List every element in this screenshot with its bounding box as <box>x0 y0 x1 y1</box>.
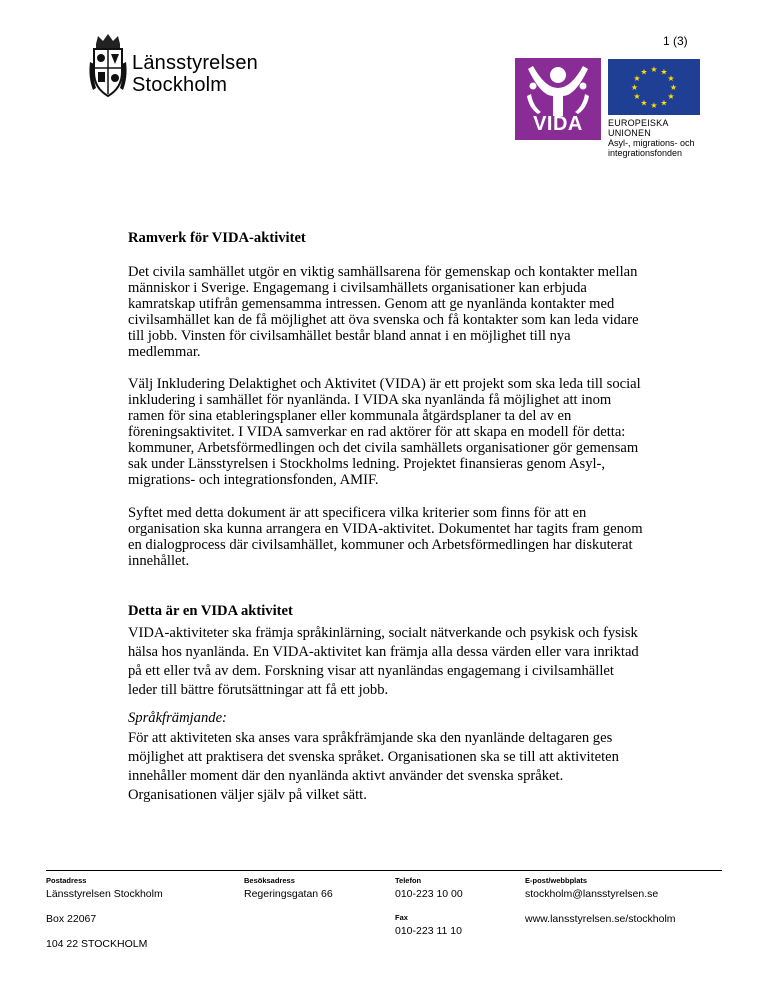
footer-fax-label: Fax <box>395 913 408 922</box>
paragraph-vida-project: Välj Inkludering Delaktighet och Aktivitet (VIDA) är ett projekt som ska leda till social inkludering i samhället för nyanlända. I VIDA ska nyanlända få möjlighet att inom ramen för sina etableringsplaner eller kommunala åtgärdsplaner ta del av en föreningsaktivitet. I VIDA samverkar en rad aktörer för att skapa en modell för detta: kommuner, Arbetsförmedlingen och det civila samhällets organisationer gör gemensam sak under Länsstyrelsen i Stockholms ledning. Projektet finansieras genom Asyl-, migrations- och integrationsfonden, AMIF. <box>128 376 641 488</box>
page-number: 1 (3) <box>663 34 688 48</box>
vida-logo <box>515 58 601 140</box>
footer-divider <box>46 870 722 871</box>
document-title: Ramverk för VIDA-aktivitet <box>128 230 306 246</box>
svg-text:★: ★ <box>660 98 668 108</box>
footer-post-line-1: Länsstyrelsen Stockholm <box>46 888 163 900</box>
section-heading-vida-activity: Detta är en VIDA aktivitet <box>128 603 293 619</box>
paragraph-intro: Det civila samhället utgör en viktig samhällsarena för gemenskap och kontakter mellan människor i Sverige. Engagemang i civilsamhällets organisationer kan erbjuda kamratskap utifrån gemensamma intressen. Genom att ge nyanlända kontakter med civilsamhället kan de få möjlighet att öva svenska och få kontakter som kan leda vidare till jobb. Vinsten för civilsamhället består bland annat i en möjlighet till nya medlemmar. <box>128 264 639 360</box>
footer-visit-label: Besöksadress <box>244 876 295 885</box>
footer-email-label: E-post/webbplats <box>525 876 588 885</box>
svg-text:★: ★ <box>633 74 641 83</box>
svg-text:★: ★ <box>669 83 678 92</box>
svg-text:★: ★ <box>630 83 639 92</box>
eu-caption-line-3: integrationsfonden <box>608 148 683 158</box>
paragraph-vida-activities: VIDA-aktiviteter ska främja språkinlärning, socialt nätverkande och psykisk och fysisk hälsa hos nyanlända. En VIDA-aktivitet kan främja alla dessa värden eller vara inriktad på ett eller två av dem. Forskning visar att nyanländas engagemang i civilsamhället leder till bättre förutsättningar att få ett jobb. <box>128 625 639 698</box>
eu-stars-icon <box>608 59 700 115</box>
eu-flag <box>608 59 700 115</box>
footer-post-line-3: 104 22 STOCKHOLM <box>46 938 148 950</box>
svg-text:★: ★ <box>667 92 675 101</box>
coat-of-arms-icon <box>88 32 128 102</box>
svg-text:★: ★ <box>640 98 648 108</box>
svg-text:★: ★ <box>667 74 675 83</box>
subheading-language: Språkfrämjande: <box>128 710 227 726</box>
logo-line-1: Länsstyrelsen <box>132 52 258 74</box>
footer-email-link[interactable]: stockholm@lansstyrelsen.se <box>525 888 659 900</box>
svg-text:★: ★ <box>650 101 658 110</box>
eu-caption-line-2: Asyl-, migrations- och <box>608 138 695 148</box>
footer-post-line-2: Box 22067 <box>46 913 97 925</box>
eu-caption <box>608 118 708 158</box>
vida-figure-icon <box>515 58 601 118</box>
footer-phone-label: Telefon <box>395 876 422 885</box>
svg-text:★: ★ <box>633 92 641 101</box>
footer-visit-value: Regeringsgatan 66 <box>244 888 333 900</box>
svg-text:★: ★ <box>660 67 668 77</box>
footer-fax-value: 010-223 11 10 <box>395 925 462 937</box>
svg-text:★: ★ <box>640 67 648 77</box>
svg-text:★: ★ <box>650 65 658 74</box>
footer-post-label: Postadress <box>46 876 87 885</box>
footer-website-link[interactable]: www.lansstyrelsen.se/stockholm <box>525 913 676 925</box>
paragraph-purpose: Syftet med detta dokument är att specificera vilka kriterier som finns för att en organisation ska kunna arrangera en VIDA-aktivitet. Dokumentet har tagits fram genom en dialogprocess där civilsamhället, kommuner och Arbetsförmedlingen har diskuterat innehållet. <box>128 505 643 569</box>
paragraph-language: För att aktiviteten ska anses vara språkfrämjande ska den nyanlände deltagaren ges möjlighet att praktisera det svenska språket. Organisationen ska se till att aktiviteten innehåller moment där den nyanlända aktivt använder det svenska språket. Organisationen väljer själv på vilket sätt. <box>128 730 619 803</box>
logo-wordmark <box>132 52 258 96</box>
footer-phone-value: 010-223 10 00 <box>395 888 463 900</box>
vida-label: VIDA <box>533 113 583 135</box>
logo-line-2: Stockholm <box>132 74 228 96</box>
eu-caption-line-1: EUROPEISKA UNIONEN <box>608 118 669 138</box>
